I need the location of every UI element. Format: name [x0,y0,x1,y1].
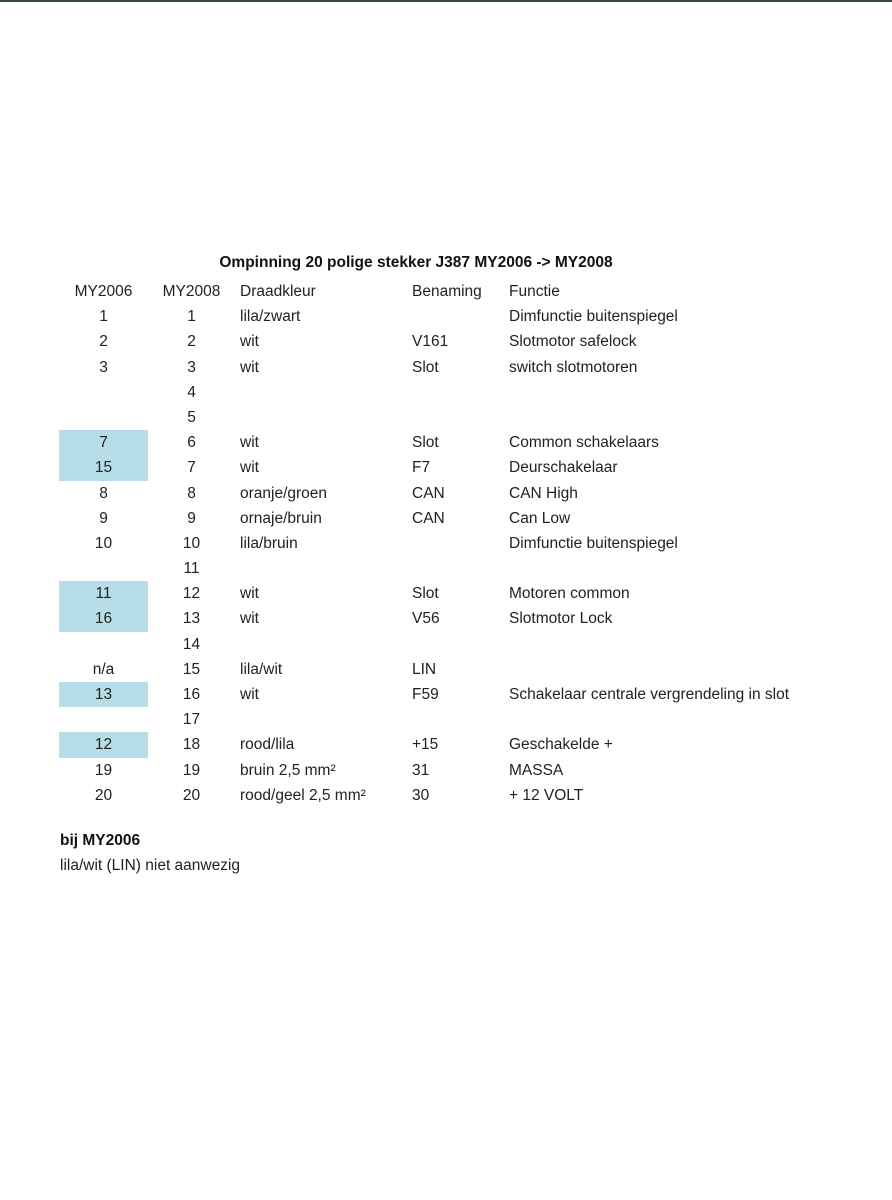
cell-functie: MASSA [509,761,564,779]
cell-draadkleur: lila/wit [240,660,283,678]
cell-draadkleur: bruin 2,5 mm² [240,761,336,779]
table-row [0,581,892,606]
cell-draadkleur: lila/zwart [240,308,301,326]
cell-my2006: 2 [99,333,108,351]
cell-my2008: 10 [182,534,201,552]
cell-functie: Schakelaar centrale vergrendeling in slot [509,686,790,703]
cell-my2008: 3 [187,358,196,376]
cell-draadkleur: ornaje/bruin [240,509,322,527]
cell-my2006 [59,556,148,581]
cell-benaming: Slot [412,434,439,452]
cell-draadkleur: wit [240,434,259,452]
table-row [0,732,892,757]
cell-my2006: 7 [59,430,148,455]
table-row [0,329,892,354]
cell-draadkleur: oranje/groen [240,484,328,502]
cell-my2006 [59,632,148,657]
table-row [0,405,892,430]
cell-my2008: 18 [182,736,201,754]
cell-draadkleur: wit [240,358,259,376]
cell-functie: Can Low [509,509,571,527]
cell-my2006: 15 [59,455,148,480]
table-row [0,380,892,405]
cell-my2008: 4 [187,383,196,401]
cell-my2006: 11 [59,581,148,606]
cell-my2006: 8 [99,484,108,502]
table-row [0,556,892,581]
cell-benaming: V161 [412,333,449,351]
cell-draadkleur: rood/lila [240,736,295,754]
cell-benaming: Slot [412,585,439,603]
cell-my2008: 6 [187,434,196,452]
cell-my2008: 14 [182,635,201,653]
cell-my2008: 8 [187,484,196,502]
cell-functie: CAN High [509,484,578,502]
header-my2006: MY2006 [74,283,133,300]
cell-my2008: 11 [183,560,200,578]
cell-benaming: F59 [412,686,439,703]
table-row [0,682,892,707]
cell-functie: Geschakelde + [509,736,613,754]
cell-my2008: 1 [187,308,196,326]
cell-functie: switch slotmotoren [509,358,638,376]
table-row [0,506,892,531]
table-row [0,455,892,480]
cell-benaming: 30 [412,786,430,804]
cell-my2006 [59,707,148,732]
cell-my2006 [59,405,148,430]
cell-my2006: 16 [59,606,148,631]
cell-my2008: 15 [182,660,201,678]
header-benaming: Benaming [412,283,482,300]
cell-my2006: 10 [94,534,113,552]
table-row [0,632,892,657]
cell-my2008: 20 [182,786,201,804]
cell-my2008: 5 [187,408,196,426]
note-text: lila/wit (LIN) niet aanwezig [60,857,241,874]
cell-draadkleur: rood/geel 2,5 mm² [240,786,366,804]
cell-my2006: 19 [94,761,113,779]
cell-draadkleur: wit [240,585,259,603]
cell-functie: Dimfunctie buitenspiegel [509,534,678,552]
cell-benaming: +15 [412,736,439,754]
table-row [0,304,892,329]
table-row [0,355,892,380]
header-my2008: MY2008 [162,283,221,300]
table-row [0,707,892,732]
table-row [0,430,892,455]
header-draadkleur: Draadkleur [240,283,316,300]
table-row [0,606,892,631]
header-functie: Functie [509,283,560,300]
cell-functie: Slotmotor safelock [509,333,637,351]
cell-benaming: V56 [412,610,440,628]
cell-draadkleur: wit [240,610,259,628]
cell-functie: Dimfunctie buitenspiegel [509,308,678,326]
cell-my2006: n/a [92,660,115,678]
pinout-table [0,279,892,808]
cell-my2006: 3 [99,358,108,376]
cell-my2006: 13 [59,682,148,707]
table-row [0,783,892,808]
cell-my2006: 9 [99,509,108,527]
cell-my2008: 16 [182,686,201,703]
cell-draadkleur: wit [240,686,259,703]
cell-functie: Motoren common [509,585,630,603]
cell-my2006: 12 [59,732,148,757]
cell-benaming: F7 [412,459,431,477]
cell-benaming: CAN [412,509,445,527]
cell-benaming: Slot [412,358,439,376]
cell-my2006: 20 [94,786,113,804]
cell-my2008: 19 [182,761,201,779]
note-title: bij MY2006 [60,832,141,849]
cell-functie: Slotmotor Lock [509,610,613,628]
top-border-line [0,0,892,2]
cell-my2006 [59,380,148,405]
cell-my2008: 2 [187,333,196,351]
cell-benaming: CAN [412,484,445,502]
table-row [0,657,892,682]
cell-my2008: 12 [182,585,201,603]
cell-functie: + 12 VOLT [509,786,584,804]
table-row [0,531,892,556]
cell-functie: Deurschakelaar [509,459,618,477]
table-row [0,758,892,783]
cell-draadkleur: wit [240,333,259,351]
cell-my2008: 17 [182,711,201,729]
cell-functie: Common schakelaars [509,434,659,452]
table-body [0,304,892,808]
cell-draadkleur: wit [240,459,259,477]
cell-benaming: LIN [412,660,437,678]
cell-benaming: 31 [412,761,430,779]
table-header-row [0,279,892,304]
cell-my2006: 1 [99,308,108,326]
cell-my2008: 7 [187,459,196,477]
cell-my2008: 13 [182,610,201,628]
cell-draadkleur: lila/bruin [240,534,298,552]
cell-my2008: 9 [187,509,196,527]
table-row [0,481,892,506]
document-title: Ompinning 20 polige stekker J387 MY2006 -> MY2008 [219,254,613,271]
